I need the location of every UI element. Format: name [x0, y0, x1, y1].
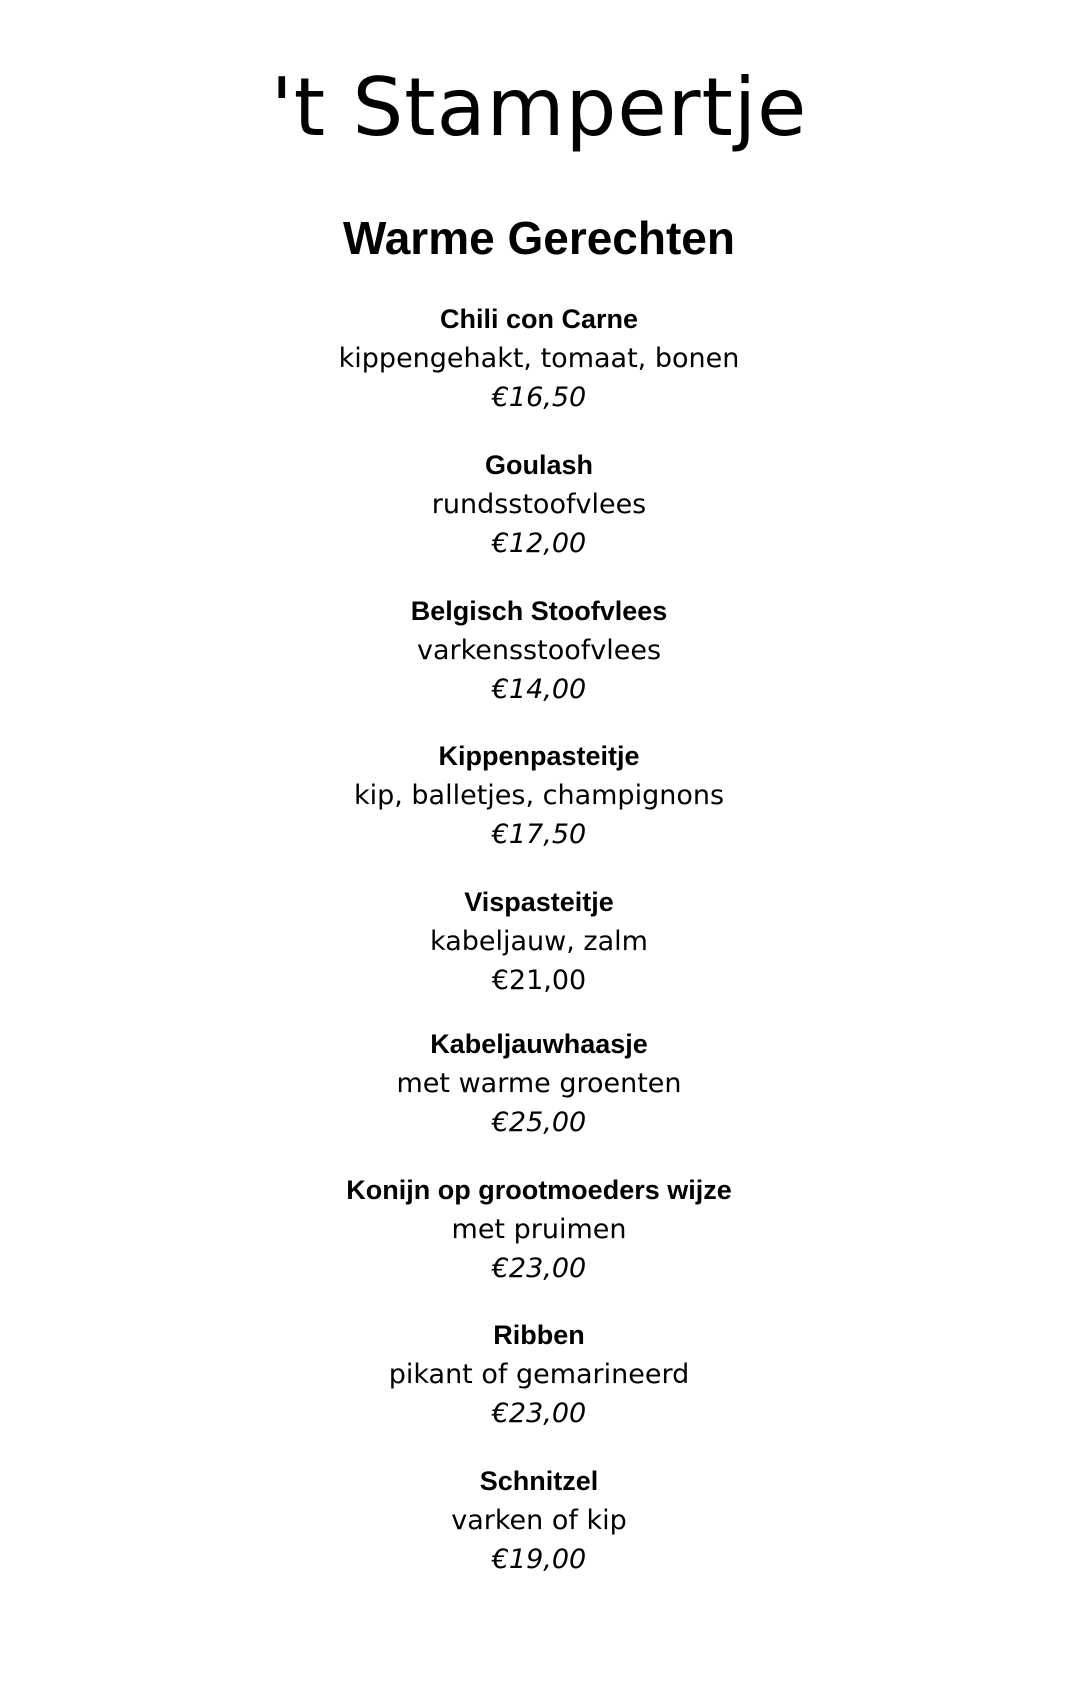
menu-item [0, 1316, 1078, 1433]
dish-name: Vispasteitje [464, 887, 614, 917]
dish-description: met pruimen [451, 1214, 627, 1245]
dish-description: kip, balletjes, champignons [353, 780, 725, 811]
dish-price: €19,00 [491, 1544, 587, 1575]
dish-name: Konijn op grootmoeders wijze [346, 1175, 732, 1205]
section-title: Warme Gerechten [343, 212, 735, 264]
menu-item [0, 300, 1078, 417]
dish-description: kabeljauw, zalm [430, 926, 648, 957]
dish-description: met warme groenten [396, 1068, 682, 1099]
dish-description: varkensstoofvlees [416, 635, 662, 666]
dish-price: €23,00 [491, 1398, 587, 1429]
dish-price: €12,00 [491, 528, 587, 559]
dish-name: Goulash [484, 450, 593, 480]
menu-item [0, 1462, 1078, 1579]
menu-item [0, 592, 1078, 709]
dish-name: Ribben [493, 1320, 585, 1350]
menu-item [0, 1025, 1078, 1142]
dish-price: €14,00 [491, 674, 587, 705]
dish-description: varken of kip [451, 1505, 627, 1536]
dish-description: pikant of gemarineerd [388, 1359, 690, 1390]
dish-description: kippengehakt, tomaat, bonen [338, 343, 740, 374]
menu-item [0, 1171, 1078, 1288]
menu-item [0, 883, 1078, 1000]
dish-description: rundsstoofvlees [431, 489, 647, 520]
dish-price: €16,50 [491, 382, 587, 413]
menu-item [0, 446, 1078, 563]
restaurant-name: 't Stampertje [270, 61, 808, 154]
dish-name: Chili con Carne [439, 304, 639, 334]
dish-price: €23,00 [491, 1253, 587, 1284]
dish-name: Kabeljauwhaasje [430, 1029, 648, 1059]
dish-name: Belgisch Stoofvlees [410, 596, 668, 626]
dish-name: Kippenpasteitje [438, 741, 640, 771]
dish-price: €17,50 [491, 819, 587, 850]
dish-name: Schnitzel [479, 1466, 599, 1496]
dish-price: €21,00 [491, 965, 587, 996]
menu-item [0, 737, 1078, 854]
dish-price: €25,00 [491, 1107, 587, 1138]
